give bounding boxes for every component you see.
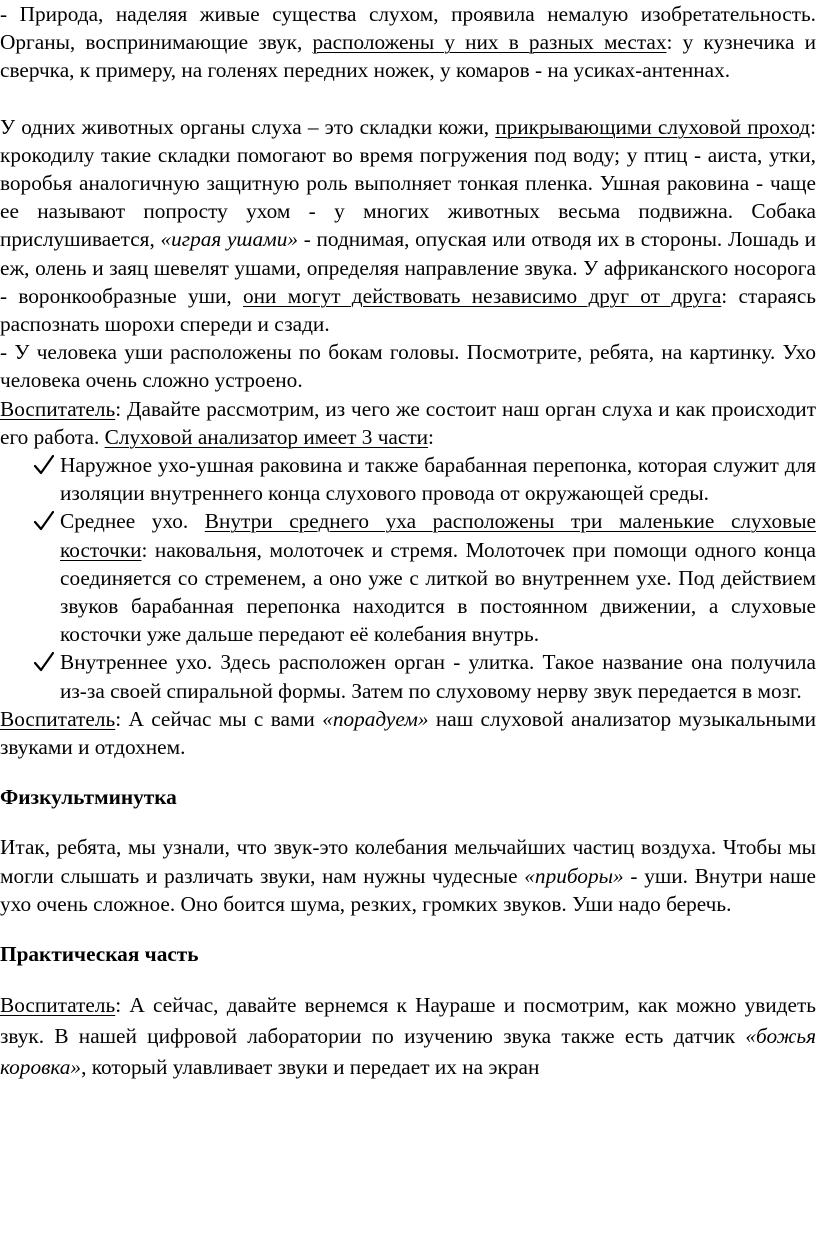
- paragraph-teacher-music: [0, 705, 816, 761]
- paragraph-teacher-practical: [0, 990, 816, 1083]
- text: - Природа, наделяя живые существа слухом, проявила немалую изобретательность. Органы, воспринимающие звук,: [0, 2, 816, 55]
- text: : у кузнечика и сверчка, к примеру, на голенях передних ножек, у комаров - на усиках-антеннах.: [0, 30, 816, 83]
- text: наш слуховой анализатор музыкальными звуками и отдохнем.: [0, 706, 816, 760]
- text: , который улавливает звуки и передает их на экран: [81, 1055, 540, 1080]
- underlined-text: расположены у них в разных местах: [312, 30, 667, 55]
- list-item-inner-ear: [0, 648, 816, 704]
- blank-line: [0, 761, 816, 783]
- text: - уши. Внутри наше ухо очень сложное. Оно боится шума, резких, громких звуков. Уши надо беречь.: [0, 863, 816, 916]
- text: : А сейчас мы с вами: [115, 706, 323, 731]
- list-item-text: Наружное ухо-ушная раковина и также барабанная перепонка, которая служит для изоляции внутреннего конца слухового провода от окружающей среды.: [60, 453, 816, 506]
- paragraph-summary: [0, 833, 816, 918]
- underlined-text: они могут действовать независимо друг от друга: [243, 283, 722, 308]
- text: : Давайте рассмотрим, из чего же состоит наш орган слуха и как происходит его работа.: [0, 396, 816, 449]
- speaker-label: Воспитатель: [0, 396, 116, 421]
- list-item-text: : наковальня, молоточек и стремя. Молоточек при помощи одного конца соединяется со стременем, а оно уже с литкой во внутреннем ухе. Под действием звуков барабанная перепонка находится в постоянном движении, а слуховые косточки уже дальше передают её колебания внутрь.: [60, 537, 816, 647]
- paragraph-intro: [0, 0, 816, 85]
- italic-text: «божья коровка»: [0, 1024, 816, 1080]
- list-item-text: Внутреннее ухо. Здесь расположен орган - улитка. Такое название она получила из-за своей спиральной формы. Затем по слуховому нерву звук передается в мозг.: [60, 650, 816, 703]
- text: : А сейчас, давайте вернемся к Наураше и посмотрим, как можно увидеть звук. В нашей цифровой лаборатории по изучению звука также есть датчик: [0, 993, 816, 1049]
- underlined-text: Внутри среднего уха расположены три маленькие слуховые косточки: [60, 509, 816, 562]
- paragraph-animals: [0, 113, 816, 339]
- section-heading-fizkultminutka: Физкультминутка: [0, 785, 177, 810]
- text: : стараясь распознать шорохи спереди и сзади.: [0, 283, 816, 337]
- checkmark-icon: [33, 648, 55, 676]
- paragraph-teacher-analyzer: [0, 395, 816, 451]
- paragraph-human-ears: - У человека уши расположены по бокам головы. Посмотрите, ребята, на картинку. Ухо человека очень сложно устроено.: [0, 340, 816, 393]
- text: У одних животных органы слуха – это складки кожи,: [0, 114, 496, 139]
- checkmark-icon: [33, 507, 55, 535]
- section-heading-practical: Практическая часть: [0, 942, 199, 967]
- ear-parts-list: [0, 451, 816, 705]
- blank-line: [0, 968, 816, 990]
- speaker-label: Воспитатель: [0, 993, 116, 1018]
- list-item-middle-ear: [0, 507, 816, 648]
- text: : крокодилу такие складки помогают во время погружения под воду; у птиц - аиста, утки, воробья аналогичную защитную роль выполняет тонкая пленка. Ушная раковина - чаще ее называют попросту ухом - у многих животных весьма подвижна. Собака прислушивается,: [0, 114, 816, 252]
- blank-line: [0, 811, 816, 833]
- text: Итак, ребята, мы узнали, что звук-это колебания мельчайших частиц воздуха. Чтобы мы могли слышать и различать звуки, нам нужны чудесные: [0, 835, 816, 888]
- checkmark-icon: [33, 451, 55, 479]
- underlined-text: Слуховой анализатор имеет 3 части: [104, 424, 429, 449]
- italic-text: «играя ушами»: [160, 227, 299, 252]
- italic-text: «приборы»: [524, 863, 624, 888]
- blank-line: [0, 918, 816, 940]
- blank-line: [0, 85, 816, 113]
- text: - поднимая, опуская или отводя их в стороны. Лошадь и еж, олень и заяц шевелят ушами, определяя направление звука. У африканского носорога - воронкообразные уши,: [0, 227, 816, 308]
- list-item-text: Среднее ухо.: [60, 509, 205, 534]
- list-item-outer-ear: [0, 451, 816, 507]
- underlined-text: прикрывающими слуховой проход: [495, 114, 811, 139]
- speaker-label: Воспитатель: [0, 706, 116, 731]
- italic-text: «порадуем»: [322, 706, 429, 731]
- text: :: [428, 424, 434, 449]
